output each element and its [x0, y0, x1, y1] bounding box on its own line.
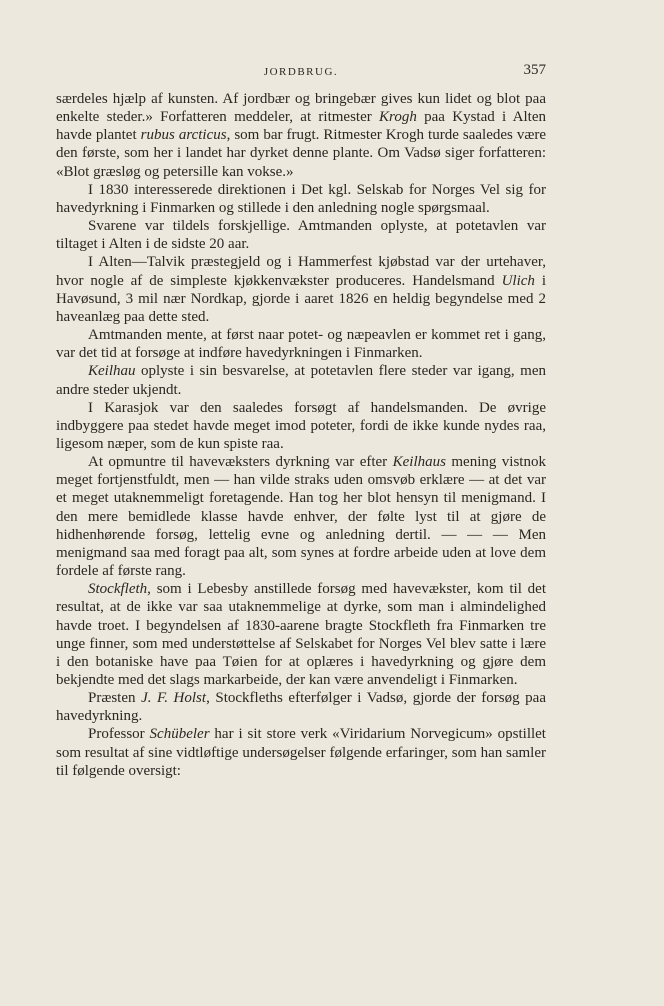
- paragraph: [56, 689, 546, 725]
- body-text: [56, 90, 546, 780]
- text-run: Amtmanden mente, at først naar potet- og næpeavlen er kommet ret i gang, var det tid at forsøge at indføre havedyrkningen i Finmarken.: [56, 327, 546, 362]
- text-run: I 1830 interesserede direktionen i Det kgl. Selskab for Norges Vel sig for havedyrkning i Finmarken og stillede i den anledning nogle spørgsmaal.: [56, 181, 546, 216]
- text-run: Præsten: [88, 690, 142, 707]
- italic-text-run: J. F. Holst: [141, 690, 207, 707]
- italic-text-run: rubus arcticus: [140, 127, 227, 144]
- text-run: særdeles hjælp af kunsten. Af jordbær og bringebær gives kun lidet og blot paa enkelte steder.» Forfatteren meddeler, at ritmester: [56, 91, 546, 126]
- paragraph: [56, 453, 546, 580]
- italic-text-run: Ulich: [501, 272, 535, 289]
- paragraph: [56, 253, 546, 326]
- text-run: har i sit store verk «Viridarium Norvegicum» opstillet som resultat af sine vidtløftige undersøgelser følgende erfaringer, som han samler til følgende oversigt:: [56, 726, 546, 779]
- text-run: , som i Lebesby anstillede forsøg med havevækster, kom til det resultat, at de ikke var saa utaknemmelige at dyrke, som man i almindelighed havde troet. I begyndelsen af 1830-aarene bragte Stockfleth fra Finmarken tre unge finner, som med understøttelse af Selskabet for Norges Vel blev satte i lære i den botaniske have paa Tøien for at oplæres i havedyrkning og gjøre dem bekjendte med det slags markarbeide, der kan være anvendeligt i Finmarken.: [56, 581, 546, 688]
- paragraph: [56, 217, 546, 253]
- paragraph: [56, 725, 546, 779]
- running-head: [56, 62, 546, 82]
- text-run: , som bar frugt. Ritmester Krogh turde saaledes være den første, som her i landet har dyrket denne plante. Om Vadsø siger forfatteren: «Blot græsløg og petersille kan vokse.»: [56, 127, 546, 180]
- text-run: paa Kystad i Alten havde plantet: [56, 109, 546, 144]
- paragraph: [56, 326, 546, 362]
- paragraph: [56, 580, 546, 689]
- text-run: oplyste i sin besvarelse, at potetavlen flere steder var igang, men andre steder ukjendt.: [56, 363, 546, 398]
- italic-text-run: Stockfleth: [88, 581, 148, 598]
- text-run: mening vistnok meget fortjenstfuldt, men — han vilde straks uden omsvøb erklære — at det var et meget utaknemmeligt foretagende. Han tog her blot hensyn til menigmand. I den mere bemidlede klasse havde enhver, der følte lyst til at gjøre de hidhenhørende forsøg, lettelig evne og anledning dertil. — — — Men menigmand saa med foragt paa alt, som synes at fordre arbeide uden at love dem fordele af første rang.: [56, 454, 546, 580]
- paragraph: [56, 181, 546, 217]
- paragraph: [56, 90, 546, 181]
- italic-text-run: Keilhau: [88, 363, 136, 380]
- text-run: I Alten—Talvik præstegjeld og i Hammerfest kjøbstad var der urtehaver, hvor nogle af de simpleste kjøkkenvækster produceres. Handelsmand: [56, 254, 546, 289]
- text-run: , Stockfleths efterfølger i Vadsø, gjorde der forsøg paa havedyrkning.: [56, 690, 546, 725]
- text-run: i Havøsund, 3 mil nær Nordkap, gjorde i aaret 1826 en heldig begyndelse med 2 haveanlæg paa dette sted.: [56, 272, 546, 325]
- text-run: I Karasjok var den saaledes forsøgt af handelsmanden. De øvrige indbyggere paa stedet havde meget imod poteter, fordi de ikke kunde nydes raa, ligesom næper, som de kun spiste raa.: [56, 399, 546, 452]
- italic-text-run: Keilhaus: [392, 454, 446, 471]
- italic-text-run: Krogh: [379, 109, 417, 126]
- italic-text-run: Schübeler: [149, 726, 210, 743]
- paragraph: [56, 399, 546, 453]
- text-run: Svarene var tildels forskjellige. Amtmanden oplyste, at potetavlen var tiltaget i Alten i de sidste 20 aar.: [56, 218, 546, 253]
- text-run: Professor: [88, 726, 150, 743]
- page-number: 357: [523, 62, 546, 78]
- running-title: JORDBRUG.: [263, 66, 339, 78]
- paragraph: [56, 362, 546, 398]
- text-run: At opmuntre til havevæksters dyrkning var efter: [88, 454, 393, 471]
